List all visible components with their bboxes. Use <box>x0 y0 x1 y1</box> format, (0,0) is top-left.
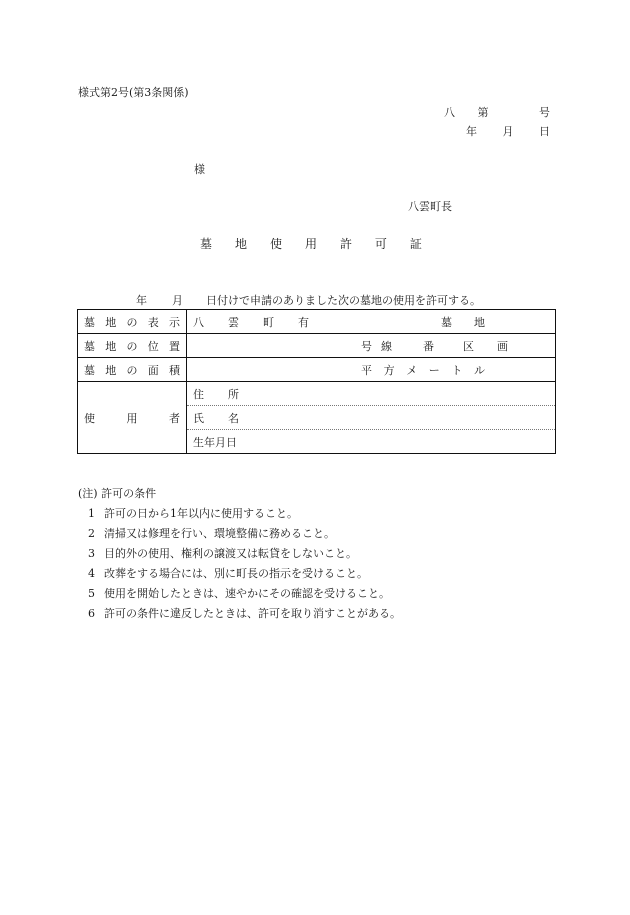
label-char: 面 <box>147 363 159 377</box>
notes-heading: (注) 許可の条件 <box>78 487 157 500</box>
list-item <box>78 544 401 564</box>
user-label <box>78 382 187 454</box>
label-char: の <box>126 315 138 329</box>
row-label <box>78 334 187 358</box>
note-text: 許可の条件に違反したときは、許可を取り消すことがある。 <box>104 607 401 620</box>
note-number: 1 <box>88 507 95 520</box>
reference-number-line <box>444 104 550 120</box>
note-number: 2 <box>88 527 95 540</box>
title-char: 許 <box>339 237 352 251</box>
field-label: 生年月日 <box>193 435 237 449</box>
user-address-field[interactable] <box>187 382 556 406</box>
value-char: メ <box>406 363 418 377</box>
list-item <box>78 584 401 604</box>
note-number: 4 <box>88 567 95 580</box>
label-char: 墓 <box>84 363 95 377</box>
value-char: ー <box>428 363 440 377</box>
value-char: 雲 <box>228 315 239 329</box>
list-item <box>78 524 401 544</box>
intro-text: 日付けで申請のありました次の墓地の使用を許可する。 <box>206 294 481 307</box>
label-char: 使 <box>84 411 95 425</box>
value-char: 線 <box>381 339 392 353</box>
table-row <box>78 382 556 406</box>
issue-date-line <box>466 123 550 139</box>
field-label-char: 氏 <box>193 411 204 425</box>
table-row <box>78 358 556 382</box>
label-char: 墓 <box>84 315 95 329</box>
note-text: 清掃又は修理を行い、環境整備に務めること。 <box>104 527 335 540</box>
grave-display-value <box>187 310 556 334</box>
conditions-notes <box>78 484 401 624</box>
note-number: 3 <box>88 547 95 560</box>
value-char: 画 <box>497 339 508 353</box>
note-text: 目的外の使用、権利の譲渡又は転貸をしないこと。 <box>104 547 357 560</box>
label-char: 表 <box>147 315 159 329</box>
label-char: 位 <box>147 339 159 353</box>
label-char: の <box>126 363 138 377</box>
value-char: 平 <box>361 363 372 377</box>
value-char: 方 <box>383 363 395 377</box>
reference-dai: 第 <box>477 106 489 119</box>
table-row <box>78 334 556 358</box>
date-month: 月 <box>502 125 514 138</box>
row-label <box>78 310 187 334</box>
label-char: 地 <box>105 363 117 377</box>
table-row <box>78 310 556 334</box>
field-label-char: 住 <box>193 387 204 401</box>
label-char: 地 <box>105 339 117 353</box>
value-char: 墓 <box>441 315 452 329</box>
document-title <box>200 235 422 252</box>
grave-area-value <box>187 358 556 382</box>
list-item <box>78 564 401 584</box>
row-label <box>78 358 187 382</box>
title-char: 使 <box>269 237 282 251</box>
date-day: 日 <box>539 125 550 138</box>
addressee-suffix: 様 <box>194 163 205 176</box>
value-char: 区 <box>463 339 474 353</box>
label-char: 墓 <box>84 339 95 353</box>
reference-go: 号 <box>539 106 550 119</box>
note-text: 改葬をする場合には、別に町長の指示を受けること。 <box>104 567 368 580</box>
label-char: 置 <box>169 339 180 353</box>
list-item <box>78 604 401 624</box>
grave-location-value <box>187 334 556 358</box>
note-number: 6 <box>88 607 95 620</box>
label-char: 示 <box>169 315 180 329</box>
list-item <box>78 504 401 524</box>
date-year: 年 <box>466 125 477 138</box>
label-char: の <box>126 339 138 353</box>
note-number: 5 <box>88 587 95 600</box>
intro-sentence <box>136 292 481 308</box>
intro-year: 年 <box>136 294 147 307</box>
label-char: 積 <box>169 363 180 377</box>
title-char: 用 <box>304 237 317 251</box>
value-char: 有 <box>298 315 309 329</box>
field-label-char: 名 <box>228 411 239 425</box>
title-char: 地 <box>234 237 247 251</box>
label-char: 用 <box>126 411 138 425</box>
title-char: 証 <box>409 237 422 251</box>
reference-prefix: 八 <box>444 106 455 119</box>
user-birthdate-field[interactable] <box>187 430 556 454</box>
value-char: 番 <box>423 339 434 353</box>
value-char: 町 <box>263 315 274 329</box>
note-text: 使用を開始したときは、速やかにその確認を受けること。 <box>104 587 390 600</box>
user-name-field[interactable] <box>187 406 556 430</box>
value-char: ト <box>451 363 463 377</box>
value-char: 号 <box>361 339 372 353</box>
title-char: 可 <box>374 237 387 251</box>
issuer-name: 八雲町長 <box>408 200 452 213</box>
permit-table <box>77 309 556 454</box>
value-char: 八 <box>193 315 204 329</box>
value-char: 地 <box>474 315 485 329</box>
form-number: 様式第2号(第3条関係) <box>78 86 189 99</box>
value-char: ル <box>473 363 485 377</box>
intro-month: 月 <box>172 294 183 307</box>
label-char: 地 <box>105 315 117 329</box>
field-label-char: 所 <box>228 387 239 401</box>
label-char: 者 <box>169 411 180 425</box>
title-char: 墓 <box>200 237 213 251</box>
note-text: 許可の日から1年以内に使用すること。 <box>104 507 298 520</box>
